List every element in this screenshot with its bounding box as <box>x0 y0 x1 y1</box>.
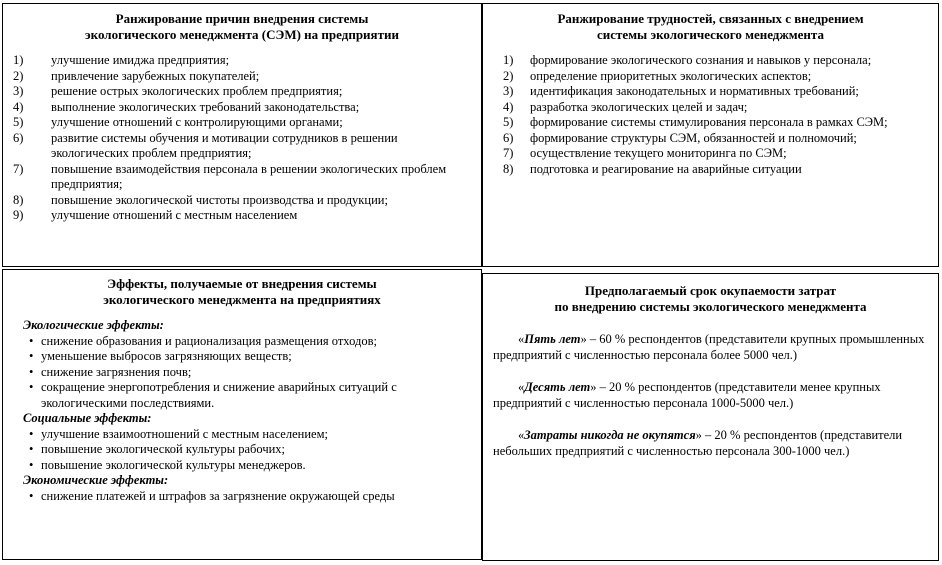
effects-list-item: • снижение загрязнения почв; <box>23 365 475 381</box>
difficulty-item <box>503 84 930 100</box>
effects-list-item: • повышение экологической культуры рабочих; <box>23 442 475 458</box>
difficulty-item-text: идентификация законодательных и нормативных требований; <box>530 84 859 98</box>
reasons-title <box>3 11 481 43</box>
difficulty-item-text: определение приоритетных экологических аспектов; <box>530 68 812 83</box>
effects-list-item: • улучшение взаимоотношений с местным населением; <box>23 427 475 443</box>
reason-item-text: улучшение отношений с местным населением <box>51 208 298 222</box>
reason-item-text: развитие системы обучения и мотивации сотрудников в решении экологических проблем предприятия; <box>51 130 398 160</box>
difficulty-item-number: 6) <box>503 130 514 145</box>
reason-item-text: решение острых экологических проблем предприятия; <box>51 84 343 98</box>
difficulty-item-number: 2) <box>503 68 514 83</box>
effects-list-item: • повышение экологической культуры менеджеров. <box>23 458 475 474</box>
difficulties-list <box>503 53 930 177</box>
reasons-list <box>13 53 471 224</box>
difficulty-item-text: разработка экологических целей и задач; <box>530 99 748 114</box>
reason-item-number: 4) <box>13 99 24 114</box>
reason-item <box>13 53 471 69</box>
reason-item-number: 6) <box>13 130 24 145</box>
effects-title <box>3 276 481 308</box>
effects-title-line1: Эффекты, получаемые от внедрения системы <box>107 276 377 291</box>
reason-item-text: улучшение отношений с контролирующими органами; <box>51 115 343 129</box>
payback-quote-open: « <box>518 332 525 346</box>
reason-item-text: повышение экологической чистоты производства и продукции; <box>51 192 388 207</box>
effects-section-list <box>23 334 475 412</box>
difficulties-title-line1: Ранжирование трудностей, связанных с внедрением <box>557 11 864 26</box>
payback-title <box>483 283 938 315</box>
effects-section-heading: Социальные эффекты: <box>23 411 152 425</box>
difficulties-title-line2: системы экологического менеджмента <box>597 27 824 42</box>
reason-item-number: 3) <box>13 84 24 98</box>
difficulty-item-number: 1) <box>503 53 514 67</box>
reason-item-text: привлечение зарубежных покупателей; <box>51 68 260 83</box>
difficulty-item <box>503 53 930 69</box>
difficulties-ranking-box <box>482 3 939 267</box>
payback-quote-open: « <box>518 380 525 394</box>
difficulty-item-text: формирование структуры СЭМ, обязанностей и полномочий; <box>530 130 857 145</box>
difficulty-item-text: подготовка и реагирование на аварийные ситуации <box>530 161 802 176</box>
payback-paragraph <box>493 332 928 363</box>
reason-item <box>13 84 471 100</box>
difficulty-item <box>503 131 930 147</box>
reason-item <box>13 131 471 162</box>
effects-box <box>2 269 482 560</box>
payback-paragraphs <box>483 332 938 459</box>
difficulty-item-text: формирование системы стимулирования персонала в рамках СЭМ; <box>530 115 888 129</box>
reason-item-number: 8) <box>13 192 24 207</box>
reasons-title-line1: Ранжирование причин внедрения системы <box>115 11 369 26</box>
difficulty-item <box>503 162 930 178</box>
difficulty-item-number: 5) <box>503 115 514 129</box>
reason-item <box>13 162 471 193</box>
difficulties-title <box>483 11 938 43</box>
payback-box <box>482 273 939 561</box>
reason-item-text: выполнение экологических требований законодательства; <box>51 99 360 114</box>
reasons-ranking-box <box>2 3 482 267</box>
reason-item-number: 1) <box>13 53 24 67</box>
payback-title-line2: по внедрению системы экологического менеджмента <box>554 299 867 314</box>
effects-section-list <box>23 427 475 474</box>
reason-item <box>13 208 471 224</box>
reason-item <box>13 69 471 85</box>
difficulty-item-number: 4) <box>503 99 514 114</box>
reason-item-number: 2) <box>13 68 24 83</box>
payback-title-line1: Предполагаемый срок окупаемости затрат <box>584 283 837 298</box>
difficulty-item-text: формирование экологического сознания и навыков у персонала; <box>530 53 872 67</box>
reason-item <box>13 100 471 116</box>
payback-term: Пять лет <box>524 332 581 346</box>
reason-item-number: 7) <box>13 161 24 176</box>
difficulty-item <box>503 100 930 116</box>
difficulty-item-number: 3) <box>503 84 514 98</box>
payback-description: » – 20 % респондентов (представители небольших предприятий с численностью персонала 300-1000 чел.) <box>493 428 903 458</box>
difficulty-item-number: 8) <box>503 161 514 176</box>
payback-description: » – 60 % респондентов (представители крупных промышленных предприятий с численностью персонала более 5000 чел.) <box>493 332 925 362</box>
effects-section-list <box>23 489 475 505</box>
reason-item-text: повышение взаимодействия персонала в решении экологических проблем предприятия; <box>51 161 447 191</box>
difficulty-item <box>503 69 930 85</box>
payback-term: Затраты никогда не окупятся <box>524 428 696 442</box>
reason-item-text: улучшение имиджа предприятия; <box>51 53 230 67</box>
effects-list-item: • сокращение энергопотребления и снижение аварийных ситуаций с экологическими последствиями. <box>23 380 475 411</box>
difficulty-item <box>503 146 930 162</box>
payback-term: Десять лет <box>524 380 591 394</box>
effects-list-item: • снижение платежей и штрафов за загрязнение окружающей среды <box>23 489 475 505</box>
effects-section-heading: Экономические эффекты: <box>23 473 169 487</box>
effects-sections <box>23 318 475 504</box>
reason-item <box>13 115 471 131</box>
effects-list-item: • снижение образования и рационализация размещения отходов; <box>23 334 475 350</box>
payback-paragraph <box>493 380 928 411</box>
difficulty-item-text: осуществление текущего мониторинга по СЭМ; <box>530 146 787 160</box>
effects-title-line2: экологического менеджмента на предприятиях <box>103 292 381 307</box>
reason-item-number: 5) <box>13 115 24 129</box>
payback-description: » – 20 % респондентов (представители менее крупных предприятий с численностью персонала 1000-5000 чел.) <box>493 380 881 410</box>
effects-section-heading: Экологические эффекты: <box>23 318 164 332</box>
payback-paragraph <box>493 428 928 459</box>
difficulty-item <box>503 115 930 131</box>
reason-item <box>13 193 471 209</box>
difficulty-item-number: 7) <box>503 146 514 160</box>
payback-quote-open: « <box>518 428 525 442</box>
reason-item-number: 9) <box>13 208 24 222</box>
reasons-title-line2: экологического менеджмента (СЭМ) на предприятии <box>85 27 399 42</box>
effects-list-item: • уменьшение выбросов загрязняющих веществ; <box>23 349 475 365</box>
